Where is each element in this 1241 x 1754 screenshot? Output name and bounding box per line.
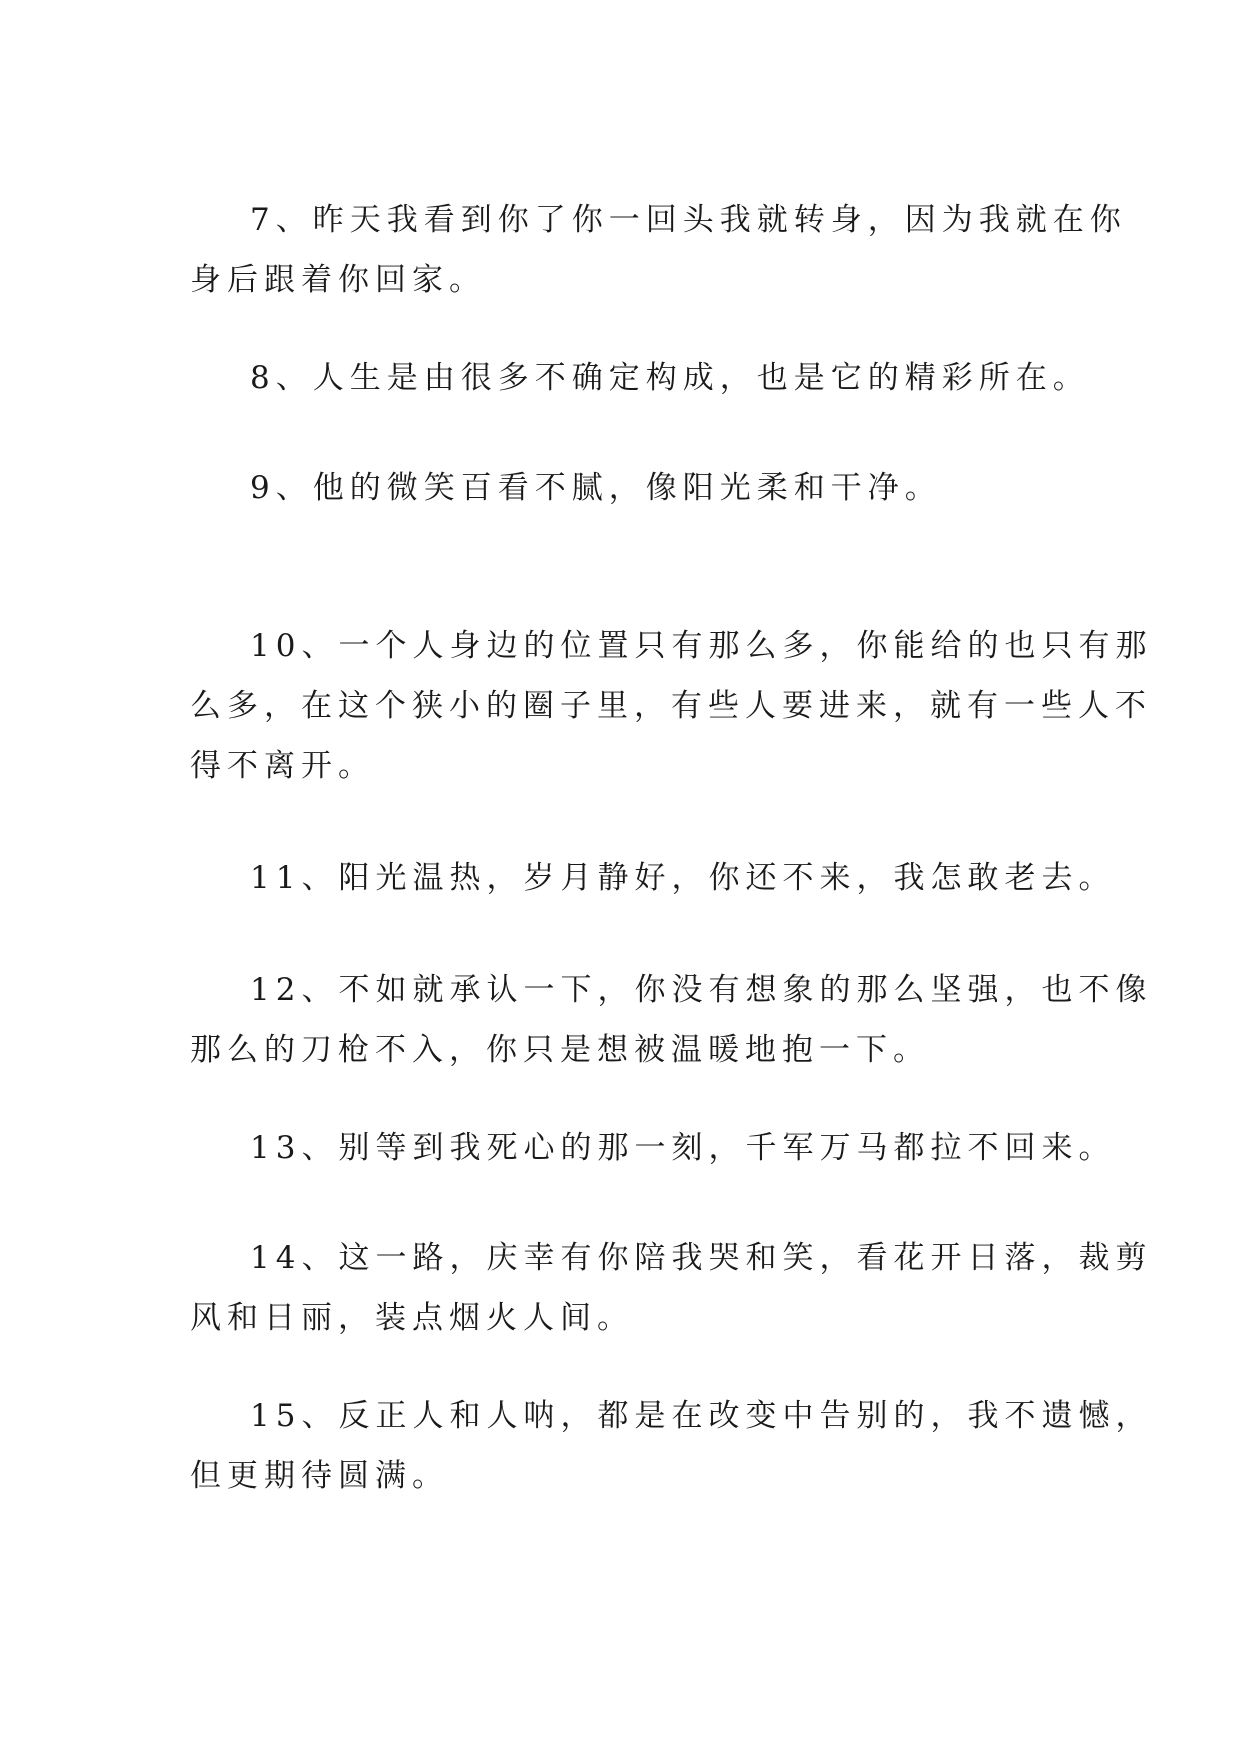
paragraph-line: 15、反正人和人呐，都是在改变中告别的，我不遗憾，	[250, 1398, 1153, 1434]
paragraph-line: 14、这一路，庆幸有你陪我哭和笑，看花开日落，裁剪	[250, 1240, 1153, 1276]
paragraph-line: 么多，在这个狭小的圈子里，有些人要进来，就有一些人不	[190, 688, 1152, 724]
paragraph-line: 9、他的微笑百看不腻，像阳光柔和干净。	[250, 470, 942, 506]
paragraph-line: 8、人生是由很多不确定构成，也是它的精彩所在。	[250, 360, 1090, 396]
paragraph-line: 风和日丽，装点烟火人间。	[190, 1300, 634, 1336]
paragraph-line: 7、昨天我看到你了你一回头我就转身，因为我就在你	[250, 202, 1127, 238]
paragraph-line: 身后跟着你回家。	[190, 262, 486, 298]
paragraph-12	[0, 958, 1241, 1138]
paragraph-line: 那么的刀枪不入，你只是想被温暖地抱一下。	[190, 1032, 930, 1068]
paragraph-15	[0, 1384, 1241, 1564]
paragraph-7	[0, 188, 1241, 368]
paragraph-line: 10、一个人身边的位置只有那么多，你能给的也只有那	[250, 628, 1153, 664]
paragraph-9	[0, 456, 1241, 636]
paragraph-14	[0, 1226, 1241, 1406]
paragraph-line: 得不离开。	[190, 748, 375, 784]
paragraph-10	[0, 614, 1241, 794]
paragraph-line: 11、阳光温热，岁月静好，你还不来，我怎敢老去。	[250, 860, 1116, 896]
paragraph-line: 但更期待圆满。	[190, 1458, 449, 1494]
paragraph-line: 12、不如就承认一下，你没有想象的那么坚强，也不像	[250, 972, 1153, 1008]
paragraph-line: 13、别等到我死心的那一刻，千军万马都拉不回来。	[250, 1130, 1116, 1166]
